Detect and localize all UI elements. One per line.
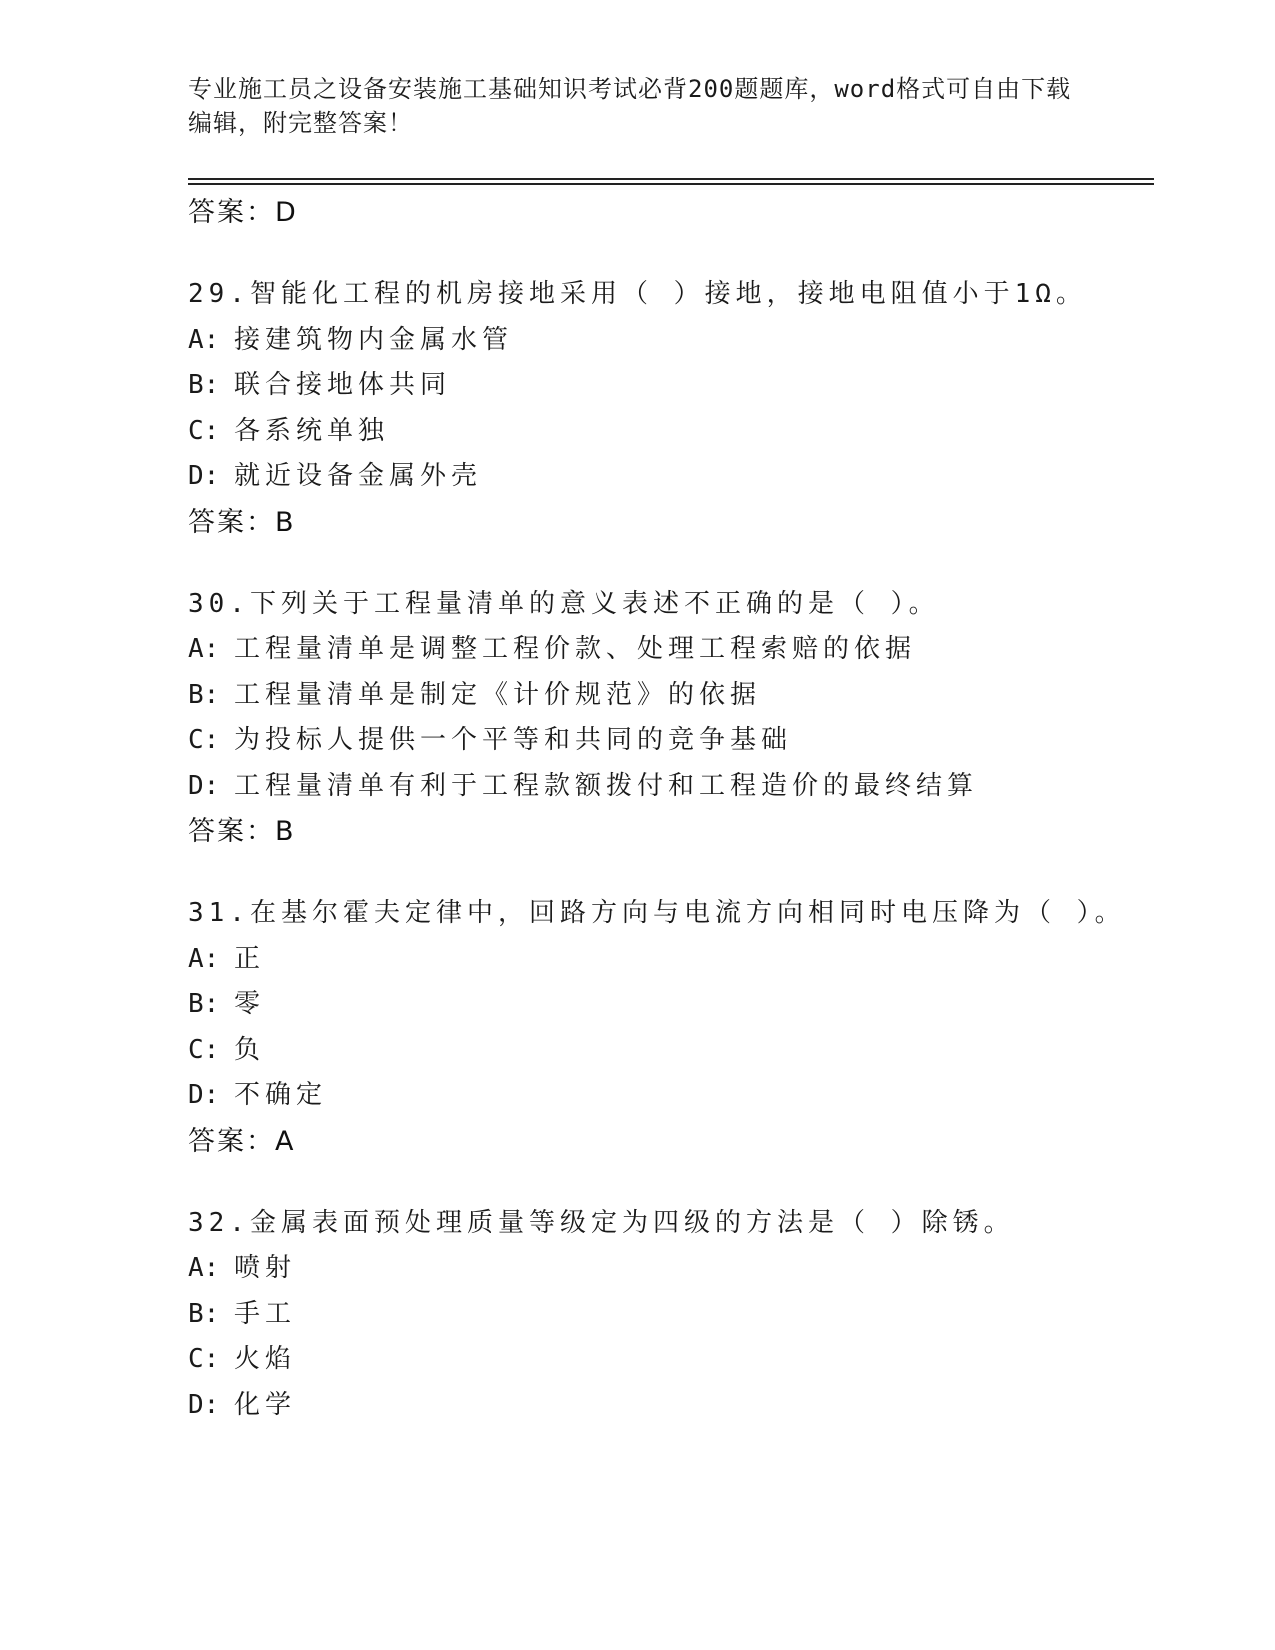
option-key: A: — [188, 324, 220, 355]
option-key: B: — [188, 370, 220, 400]
option-a — [188, 627, 1148, 673]
option-key: A: — [188, 634, 220, 664]
option-key: B: — [188, 989, 220, 1019]
option-b — [188, 1292, 1148, 1338]
option-key: D: — [188, 770, 220, 801]
option-text: 工程量清单有利于工程款额拨付和工程造价的最终结算 — [234, 770, 979, 801]
option-c — [188, 409, 1148, 455]
question-31 — [188, 891, 1148, 1165]
option-c — [188, 1337, 1148, 1383]
question-32 — [188, 1201, 1148, 1429]
option-key: A: — [188, 943, 220, 974]
option-c — [188, 718, 1148, 764]
option-text: 各系统单独 — [234, 415, 390, 446]
option-key: C: — [188, 1344, 220, 1374]
option-text: 正 — [234, 943, 266, 974]
question-list — [188, 190, 1148, 1428]
option-d — [188, 454, 1148, 500]
option-text: 接建筑物内金属水管 — [234, 324, 514, 355]
option-text: 化学 — [234, 1389, 297, 1420]
option-text: 联合接地体共同 — [234, 370, 452, 400]
option-d — [188, 764, 1148, 810]
page-header — [188, 72, 1088, 140]
question-29 — [188, 272, 1148, 546]
header-divider-bottom — [188, 183, 1154, 185]
question-stem: 32.金属表面预处理质量等级定为四级的方法是（ ）除锈。 — [188, 1207, 1015, 1238]
option-text: 工程量清单是制定《计价规范》的依据 — [234, 679, 762, 710]
option-key: D: — [188, 461, 220, 491]
question-stem: 29.智能化工程的机房接地采用（ ）接地，接地电阻值小于1Ω。 — [188, 279, 1087, 309]
option-b — [188, 982, 1148, 1028]
option-text: 火焰 — [234, 1344, 297, 1374]
question-30 — [188, 582, 1148, 856]
option-text: 零 — [234, 989, 266, 1019]
answer-line: 答案：D — [188, 197, 298, 228]
answer-line: 答案：B — [188, 816, 296, 847]
option-text: 不确定 — [234, 1080, 328, 1110]
option-key: D: — [188, 1080, 220, 1110]
option-key: C: — [188, 725, 220, 755]
header-title-line-2: 编辑，附完整答案！ — [188, 109, 413, 137]
option-c — [188, 1028, 1148, 1074]
question-stem: 31.在基尔霍夫定律中，回路方向与电流方向相同时电压降为（ ）。 — [188, 898, 1126, 928]
header-title-line-1: 专业施工员之设备安装施工基础知识考试必背200题题库，word格式可自由下载 — [188, 75, 1072, 103]
option-text: 负 — [234, 1034, 266, 1065]
question-stem: 30.下列关于工程量清单的意义表述不正确的是（ ）。 — [188, 588, 940, 619]
option-key: B: — [188, 1298, 220, 1329]
answer-line: 答案：A — [188, 1125, 296, 1157]
option-text: 就近设备金属外壳 — [234, 461, 483, 491]
option-text: 为投标人提供一个平等和共同的竞争基础 — [234, 725, 793, 755]
option-d — [188, 1383, 1148, 1429]
option-a — [188, 937, 1148, 983]
option-text: 工程量清单是调整工程价款、处理工程索赔的依据 — [234, 634, 917, 664]
option-key: C: — [188, 415, 220, 446]
option-b — [188, 363, 1148, 409]
option-key: B: — [188, 679, 220, 710]
option-text: 手工 — [234, 1298, 297, 1329]
option-d — [188, 1073, 1148, 1119]
option-a — [188, 1246, 1148, 1292]
header-divider-top — [188, 178, 1154, 180]
option-key: D: — [188, 1389, 220, 1420]
option-a — [188, 318, 1148, 364]
option-b — [188, 673, 1148, 719]
option-key: C: — [188, 1034, 220, 1065]
option-key: A: — [188, 1253, 220, 1283]
option-text: 喷射 — [234, 1253, 297, 1283]
answer-line: 答案：B — [188, 506, 296, 538]
